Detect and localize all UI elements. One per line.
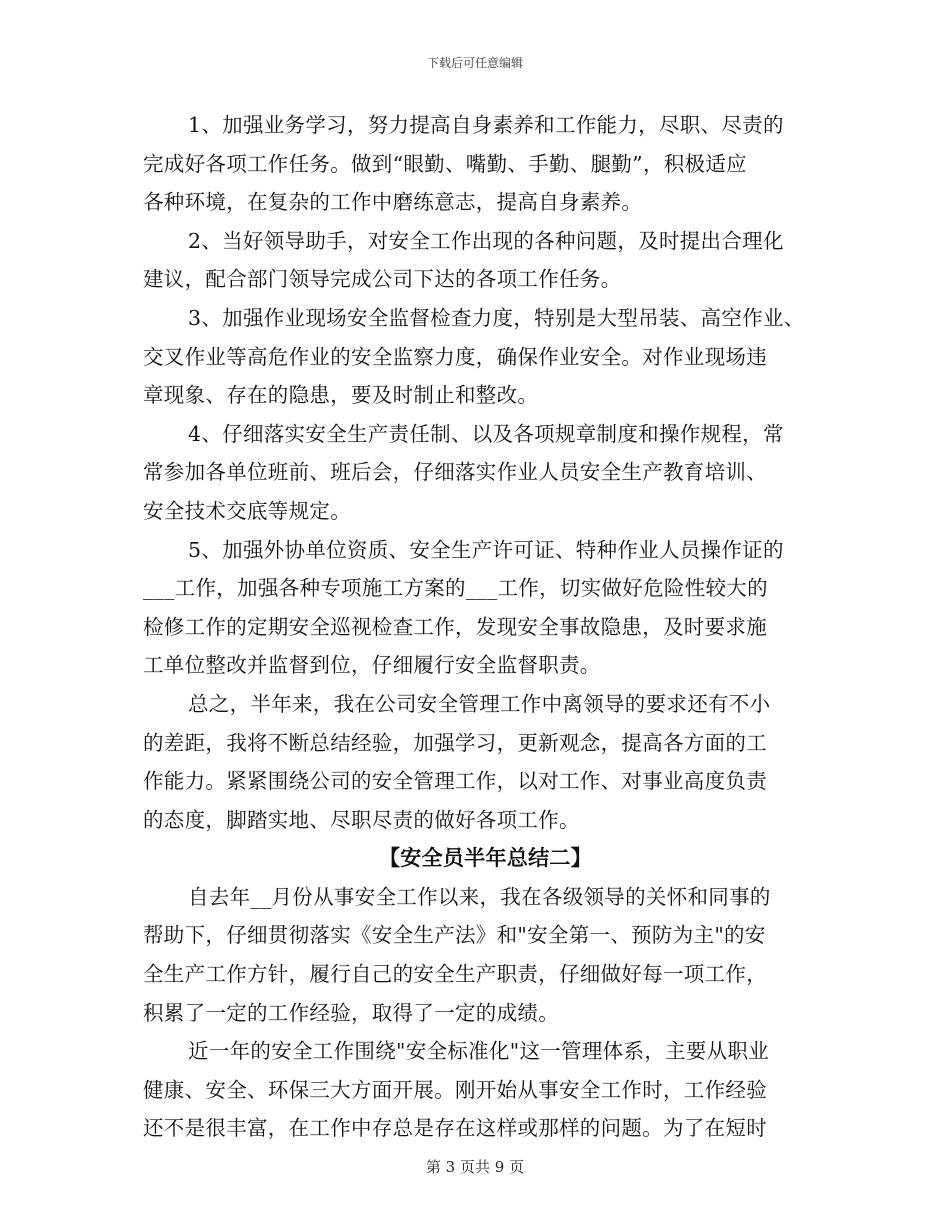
paragraph-line: 5、加强外协单位资质、安全生产许可证、特种作业人员操作证的 (188, 537, 784, 562)
paragraph-line: 4、仔细落实安全生产责任制、以及各项规章制度和操作规程，常 (188, 421, 784, 446)
paragraph-line: 交叉作业等高危作业的安全监察力度，确保作业安全。对作业现场违 (143, 344, 767, 369)
paragraph-line: 的态度，脚踏实地、尽职尽责的做好各项工作。 (143, 807, 580, 832)
paragraph-line: 1、加强业务学习，努力提高自身素养和工作能力，尽职、尽责的 (188, 113, 784, 137)
paragraph-line: 各种环境，在复杂的工作中磨练意志，提高自身素养。 (143, 190, 643, 215)
paragraph-line: 常参加各单位班前、班后会，仔细落实作业人员安全生产教育培训、 (143, 460, 767, 485)
paragraph-line: 自去年__月份从事安全工作以来，我在各级领导的关怀和同事的 (188, 884, 771, 909)
paragraph-line: 近一年的安全工作围绕"安全标准化"这一管理体系，主要从职业 (188, 1039, 770, 1064)
paragraph-line: 作能力。紧紧围绕公司的安全管理工作，以对工作、对事业高度负责 (143, 769, 767, 794)
paragraph-line: 3、加强作业现场安全监督检查力度，特别是大型吊装、高空作业、 (188, 305, 805, 330)
paragraph-line: 总之，半年来，我在公司安全管理工作中离领导的要求还有不小 (188, 691, 771, 716)
section-title: 【安全员半年总结二】 (379, 845, 592, 871)
paragraph-line: 还不是很丰富，在工作中存总是存在这样或那样的问题。为了在短时 (143, 1116, 767, 1141)
paragraph-line: 帮助下，仔细贯彻落实《安全生产法》和"安全第一、预防为主"的安 (143, 923, 766, 948)
paragraph-line: 工单位整改并监督到位，仔细履行安全监督职责。 (143, 653, 601, 678)
paragraph-line: 健康、安全、环保三大方面开展。刚开始从事安全工作时，工作经验 (143, 1077, 767, 1102)
paragraph-line: 全生产工作方针，履行自己的安全生产职责，仔细做好每一项工作， (143, 962, 767, 987)
paragraph-line: 2、当好领导助手，对安全工作出现的各种问题，及时提出合理化 (188, 228, 784, 253)
document-body (143, 106, 828, 1148)
paragraph-line: 建议，配合部门领导完成公司下达的各项工作任务。 (143, 267, 622, 292)
paragraph-line: 积累了一定的工作经验，取得了一定的成绩。 (143, 1000, 559, 1025)
paragraph-line: 章现象、存在的隐患，要及时制止和整改。 (143, 383, 539, 408)
paragraph-line: 的差距，我将不断总结经验，加强学习，更新观念，提高各方面的工 (143, 730, 767, 755)
paragraph-line: 安全技术交底等规定。 (143, 498, 351, 523)
paragraph-line: 完成好各项工作任务。做到“眼勤、嘴勤、手勤、腿勤”，积极适应 (143, 151, 747, 176)
paragraph-line: ___工作，加强各种专项施工方案的___工作，切实做好危险性较大的 (143, 576, 768, 601)
page-footer: 第 3 页共 9 页 (425, 1158, 525, 1176)
page-header: 下载后可任意编辑 (426, 56, 523, 70)
paragraph-line: 检修工作的定期安全巡视检查工作，发现安全事故隐患，及时要求施 (143, 614, 767, 639)
